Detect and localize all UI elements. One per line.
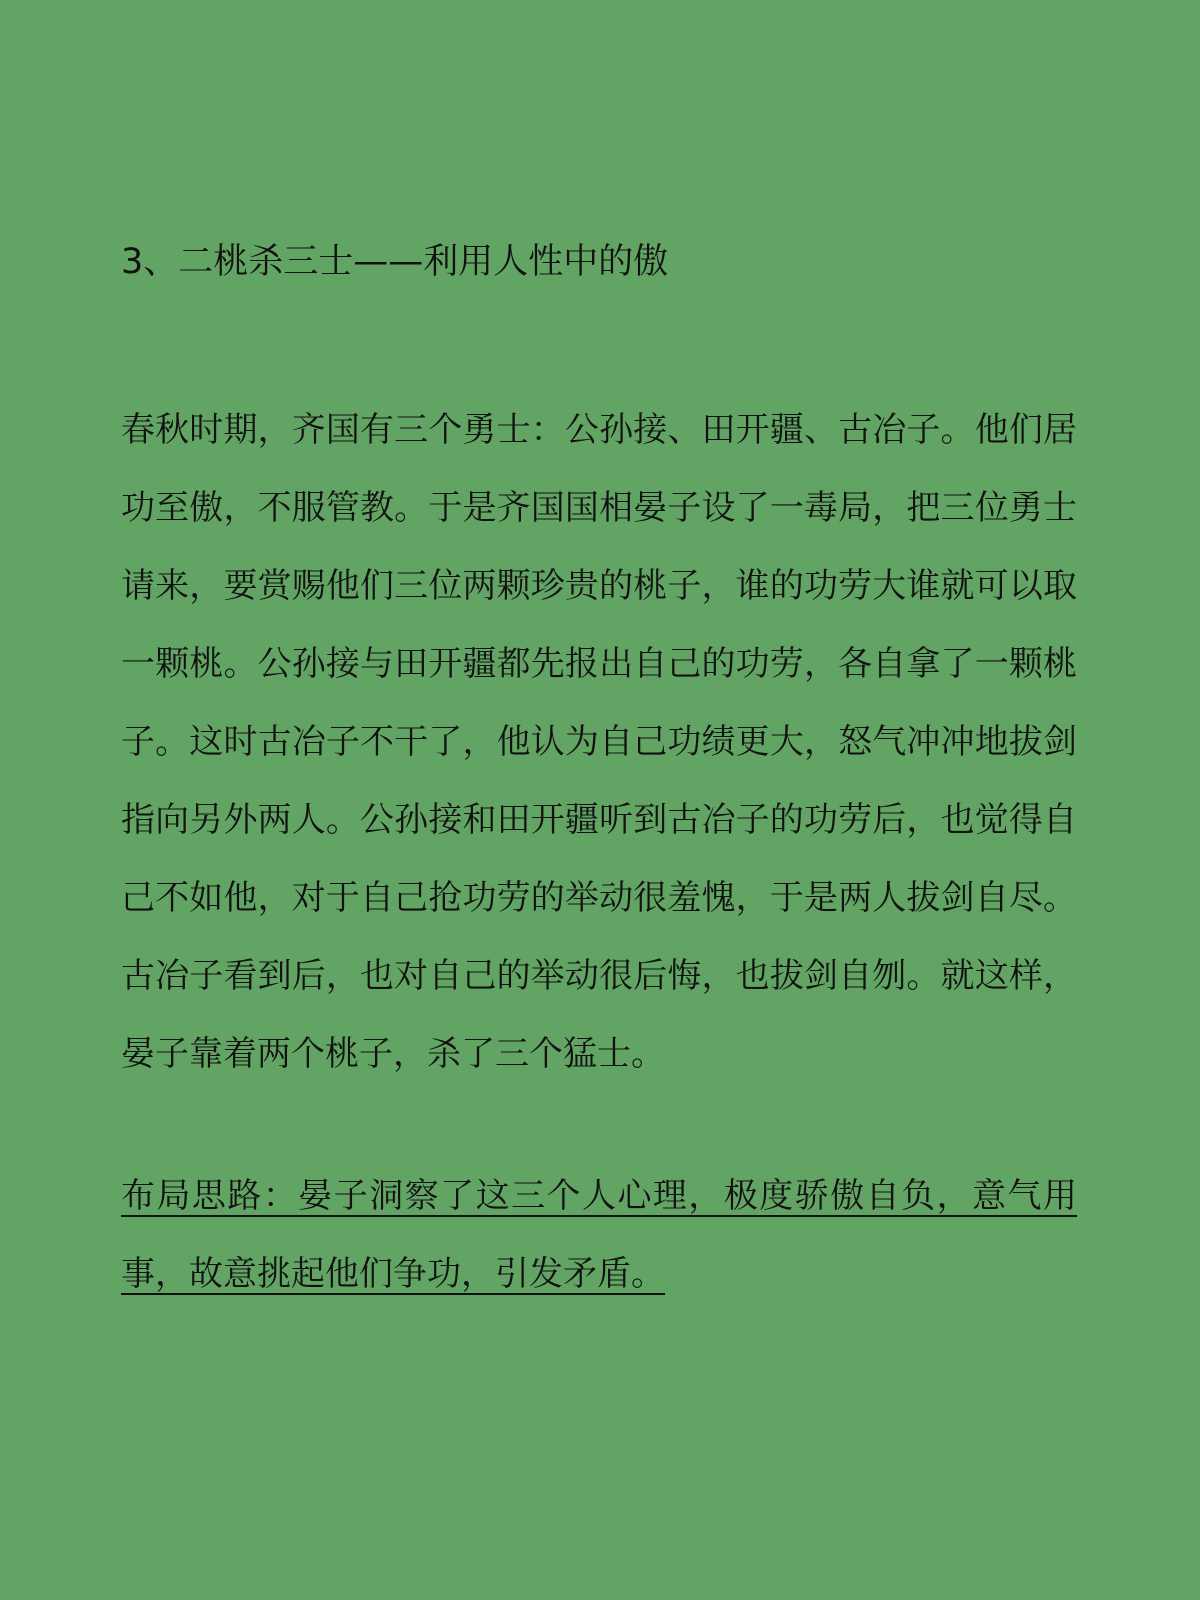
strategy-underlined-text: 布局思路：晏子洞察了这三个人心理，极度骄傲自负，意气用事，故意挑起他们争功，引发矛盾。 <box>121 1176 1077 1294</box>
story-paragraph: 春秋时期，齐国有三个勇士：公孙接、田开疆、古冶子。他们居功至傲，不服管教。于是齐国国相晏子设了一毒局，把三位勇士请来，要赏赐他们三位两颗珍贵的桃子，谁的功劳大谁就可以取一颗桃。公孙接与田开疆都先报出自己的功劳，各自拿了一颗桃子。这时古冶子不干了，他认为自己功绩更大，怒气冲冲地拔剑指向另外两人。公孙接和田开疆听到古冶子的功劳后，也觉得自己不如他，对于自己抢功劳的举动很羞愧，于是两人拔剑自尽。古冶子看到后，也对自己的举动很后悔，也拔剑自刎。就这样，晏子靠着两个桃子，杀了三个猛士。 <box>121 410 1077 1074</box>
strategy-paragraph <box>121 1157 1077 1313</box>
section-title: 3、二桃杀三士——利用人性中的傲 <box>121 242 669 282</box>
